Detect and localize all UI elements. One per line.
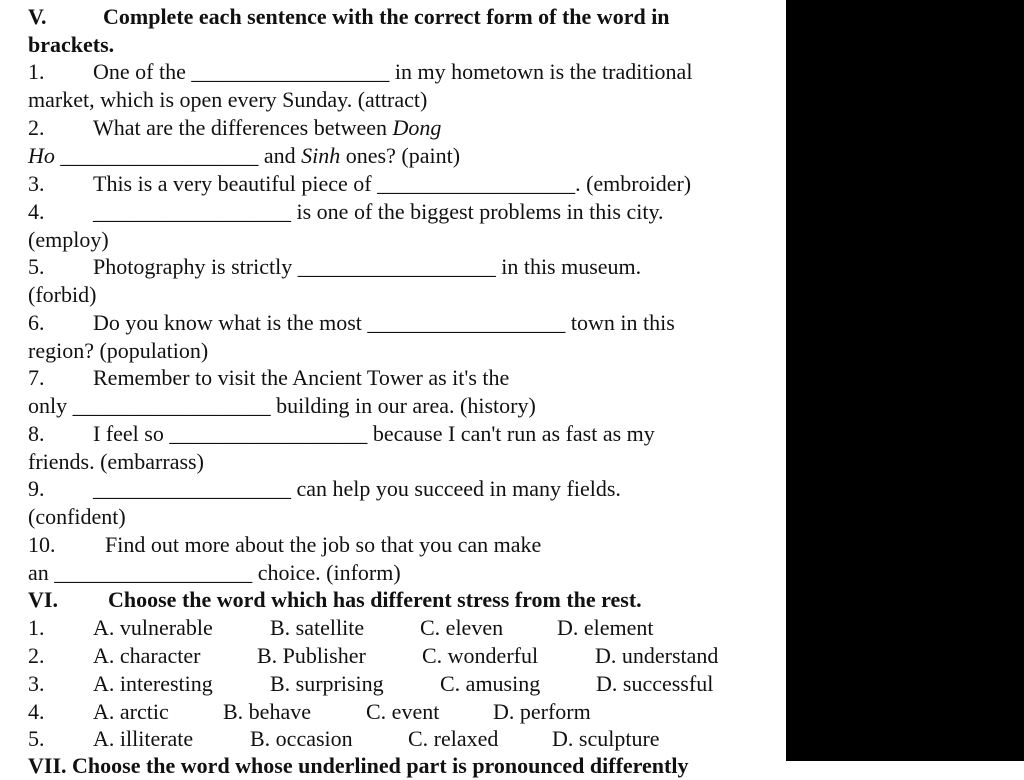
question-number: 1.: [28, 615, 45, 640]
question-4-cont: (employ): [28, 227, 109, 252]
question-text: choice. (inform): [257, 560, 401, 585]
option-d[interactable]: D. understand: [595, 643, 719, 668]
black-side-panel: [786, 0, 1024, 761]
question-number: 9.: [28, 476, 45, 501]
question-text: Find out more about the job so that you can make: [105, 532, 542, 557]
question-number: 8.: [28, 421, 45, 446]
question-2: [28, 114, 442, 142]
question-1-cont: market, which is open every Sunday. (attract): [28, 87, 428, 112]
question-text: can help you succeed in many fields.: [296, 476, 621, 501]
question-9-cont: (confident): [28, 504, 126, 529]
question-6: [28, 309, 675, 337]
question-text: only: [28, 393, 68, 418]
question-5: [28, 253, 642, 281]
option-b[interactable]: B. behave: [223, 699, 311, 724]
question-number: 5.: [28, 254, 45, 279]
question-number: 4.: [28, 699, 45, 724]
question-2-cont: [28, 142, 460, 170]
stress-row: [28, 725, 768, 753]
section-vi-instruction: Choose the word which has different stress from the rest.: [108, 587, 642, 612]
question-text: and: [263, 143, 296, 168]
question-text: Photography is strictly: [93, 254, 293, 279]
option-d[interactable]: D. perform: [493, 699, 591, 724]
stress-row: [28, 642, 768, 670]
question-number: 3.: [28, 171, 45, 196]
question-number: 3.: [28, 671, 45, 696]
option-b[interactable]: B. surprising: [270, 671, 384, 696]
section-v-label: V.: [28, 4, 47, 29]
option-c[interactable]: C. wonderful: [422, 643, 539, 668]
option-c[interactable]: C. relaxed: [408, 726, 499, 751]
question-number: 2.: [28, 115, 45, 140]
question-text: in my hometown is the traditional: [394, 59, 693, 84]
question-text: . (embroider): [575, 171, 692, 196]
section-v-instruction-cont: brackets.: [28, 32, 115, 57]
question-8: [28, 420, 655, 448]
section-v-instruction: Complete each sentence with the correct form of the word in: [103, 4, 670, 29]
question-text: building in our area. (history): [276, 393, 536, 418]
option-b[interactable]: B. satellite: [270, 615, 365, 640]
question-text: One of the: [93, 59, 186, 84]
question-10-cont: [28, 559, 401, 587]
stress-row: [28, 698, 768, 726]
option-a[interactable]: A. vulnerable: [93, 615, 213, 640]
question-text: Do you know what is the most: [93, 310, 362, 335]
answer-blank[interactable]: __________________: [191, 59, 390, 84]
question-8-cont: friends. (embarrass): [28, 449, 204, 474]
option-d[interactable]: D. successful: [596, 671, 714, 696]
question-6-cont: region? (population): [28, 338, 209, 363]
question-9: [28, 475, 621, 503]
answer-blank[interactable]: __________________: [377, 171, 576, 196]
option-d[interactable]: D. sculpture: [552, 726, 660, 751]
answer-blank[interactable]: __________________: [72, 393, 271, 418]
question-3: [28, 170, 692, 198]
option-a[interactable]: A. interesting: [93, 671, 213, 696]
question-text: I feel so: [93, 421, 164, 446]
option-b[interactable]: B. occasion: [250, 726, 353, 751]
question-text: What are the differences between: [93, 115, 387, 140]
section-v-heading: [28, 3, 670, 31]
option-a[interactable]: A. illiterate: [93, 726, 194, 751]
answer-blank[interactable]: __________________: [93, 199, 291, 224]
question-text: in this museum.: [501, 254, 642, 279]
italic-word: Sinh: [301, 143, 341, 168]
question-5-cont: (forbid): [28, 282, 97, 307]
option-d[interactable]: D. element: [557, 615, 654, 640]
question-text: because I can't run as fast as my: [372, 421, 655, 446]
section-vi-label: VI.: [28, 587, 58, 612]
answer-blank[interactable]: __________________: [297, 254, 496, 279]
question-7: [28, 364, 510, 392]
question-text: is one of the biggest problems in this city.: [296, 199, 664, 224]
italic-word: Dong: [392, 115, 442, 140]
option-a[interactable]: A. character: [93, 643, 201, 668]
option-c[interactable]: C. eleven: [420, 615, 504, 640]
question-7-cont: [28, 392, 536, 420]
question-number: 4.: [28, 199, 45, 224]
option-a[interactable]: A. arctic: [93, 699, 169, 724]
italic-word: Ho: [28, 143, 55, 168]
question-number: 7.: [28, 365, 45, 390]
answer-blank[interactable]: __________________: [54, 560, 253, 585]
option-b[interactable]: B. Publisher: [257, 643, 366, 668]
answer-blank[interactable]: __________________: [367, 310, 566, 335]
question-number: 6.: [28, 310, 45, 335]
question-number: 2.: [28, 643, 45, 668]
question-10: [28, 531, 542, 559]
question-text: Remember to visit the Ancient Tower as it's the: [93, 365, 510, 390]
question-text: an: [28, 560, 49, 585]
question-text: ones? (paint): [345, 143, 461, 168]
question-number: 10.: [28, 532, 56, 557]
bottom-cut-heading: VII. Choose the word whose underlined part is pronounced differently: [28, 753, 689, 778]
question-text: This is a very beautiful piece of: [93, 171, 372, 196]
question-number: 1.: [28, 59, 45, 84]
section-vi-heading: [28, 586, 642, 614]
answer-blank[interactable]: __________________: [169, 421, 368, 446]
answer-blank[interactable]: __________________: [60, 143, 259, 168]
question-number: 5.: [28, 726, 45, 751]
stress-row: [28, 670, 768, 698]
answer-blank[interactable]: __________________: [93, 476, 291, 501]
question-1: [28, 58, 693, 86]
option-c[interactable]: C. amusing: [440, 671, 541, 696]
option-c[interactable]: C. event: [366, 699, 440, 724]
stress-row: [28, 614, 768, 642]
question-text: town in this: [570, 310, 675, 335]
question-4: [28, 198, 664, 226]
